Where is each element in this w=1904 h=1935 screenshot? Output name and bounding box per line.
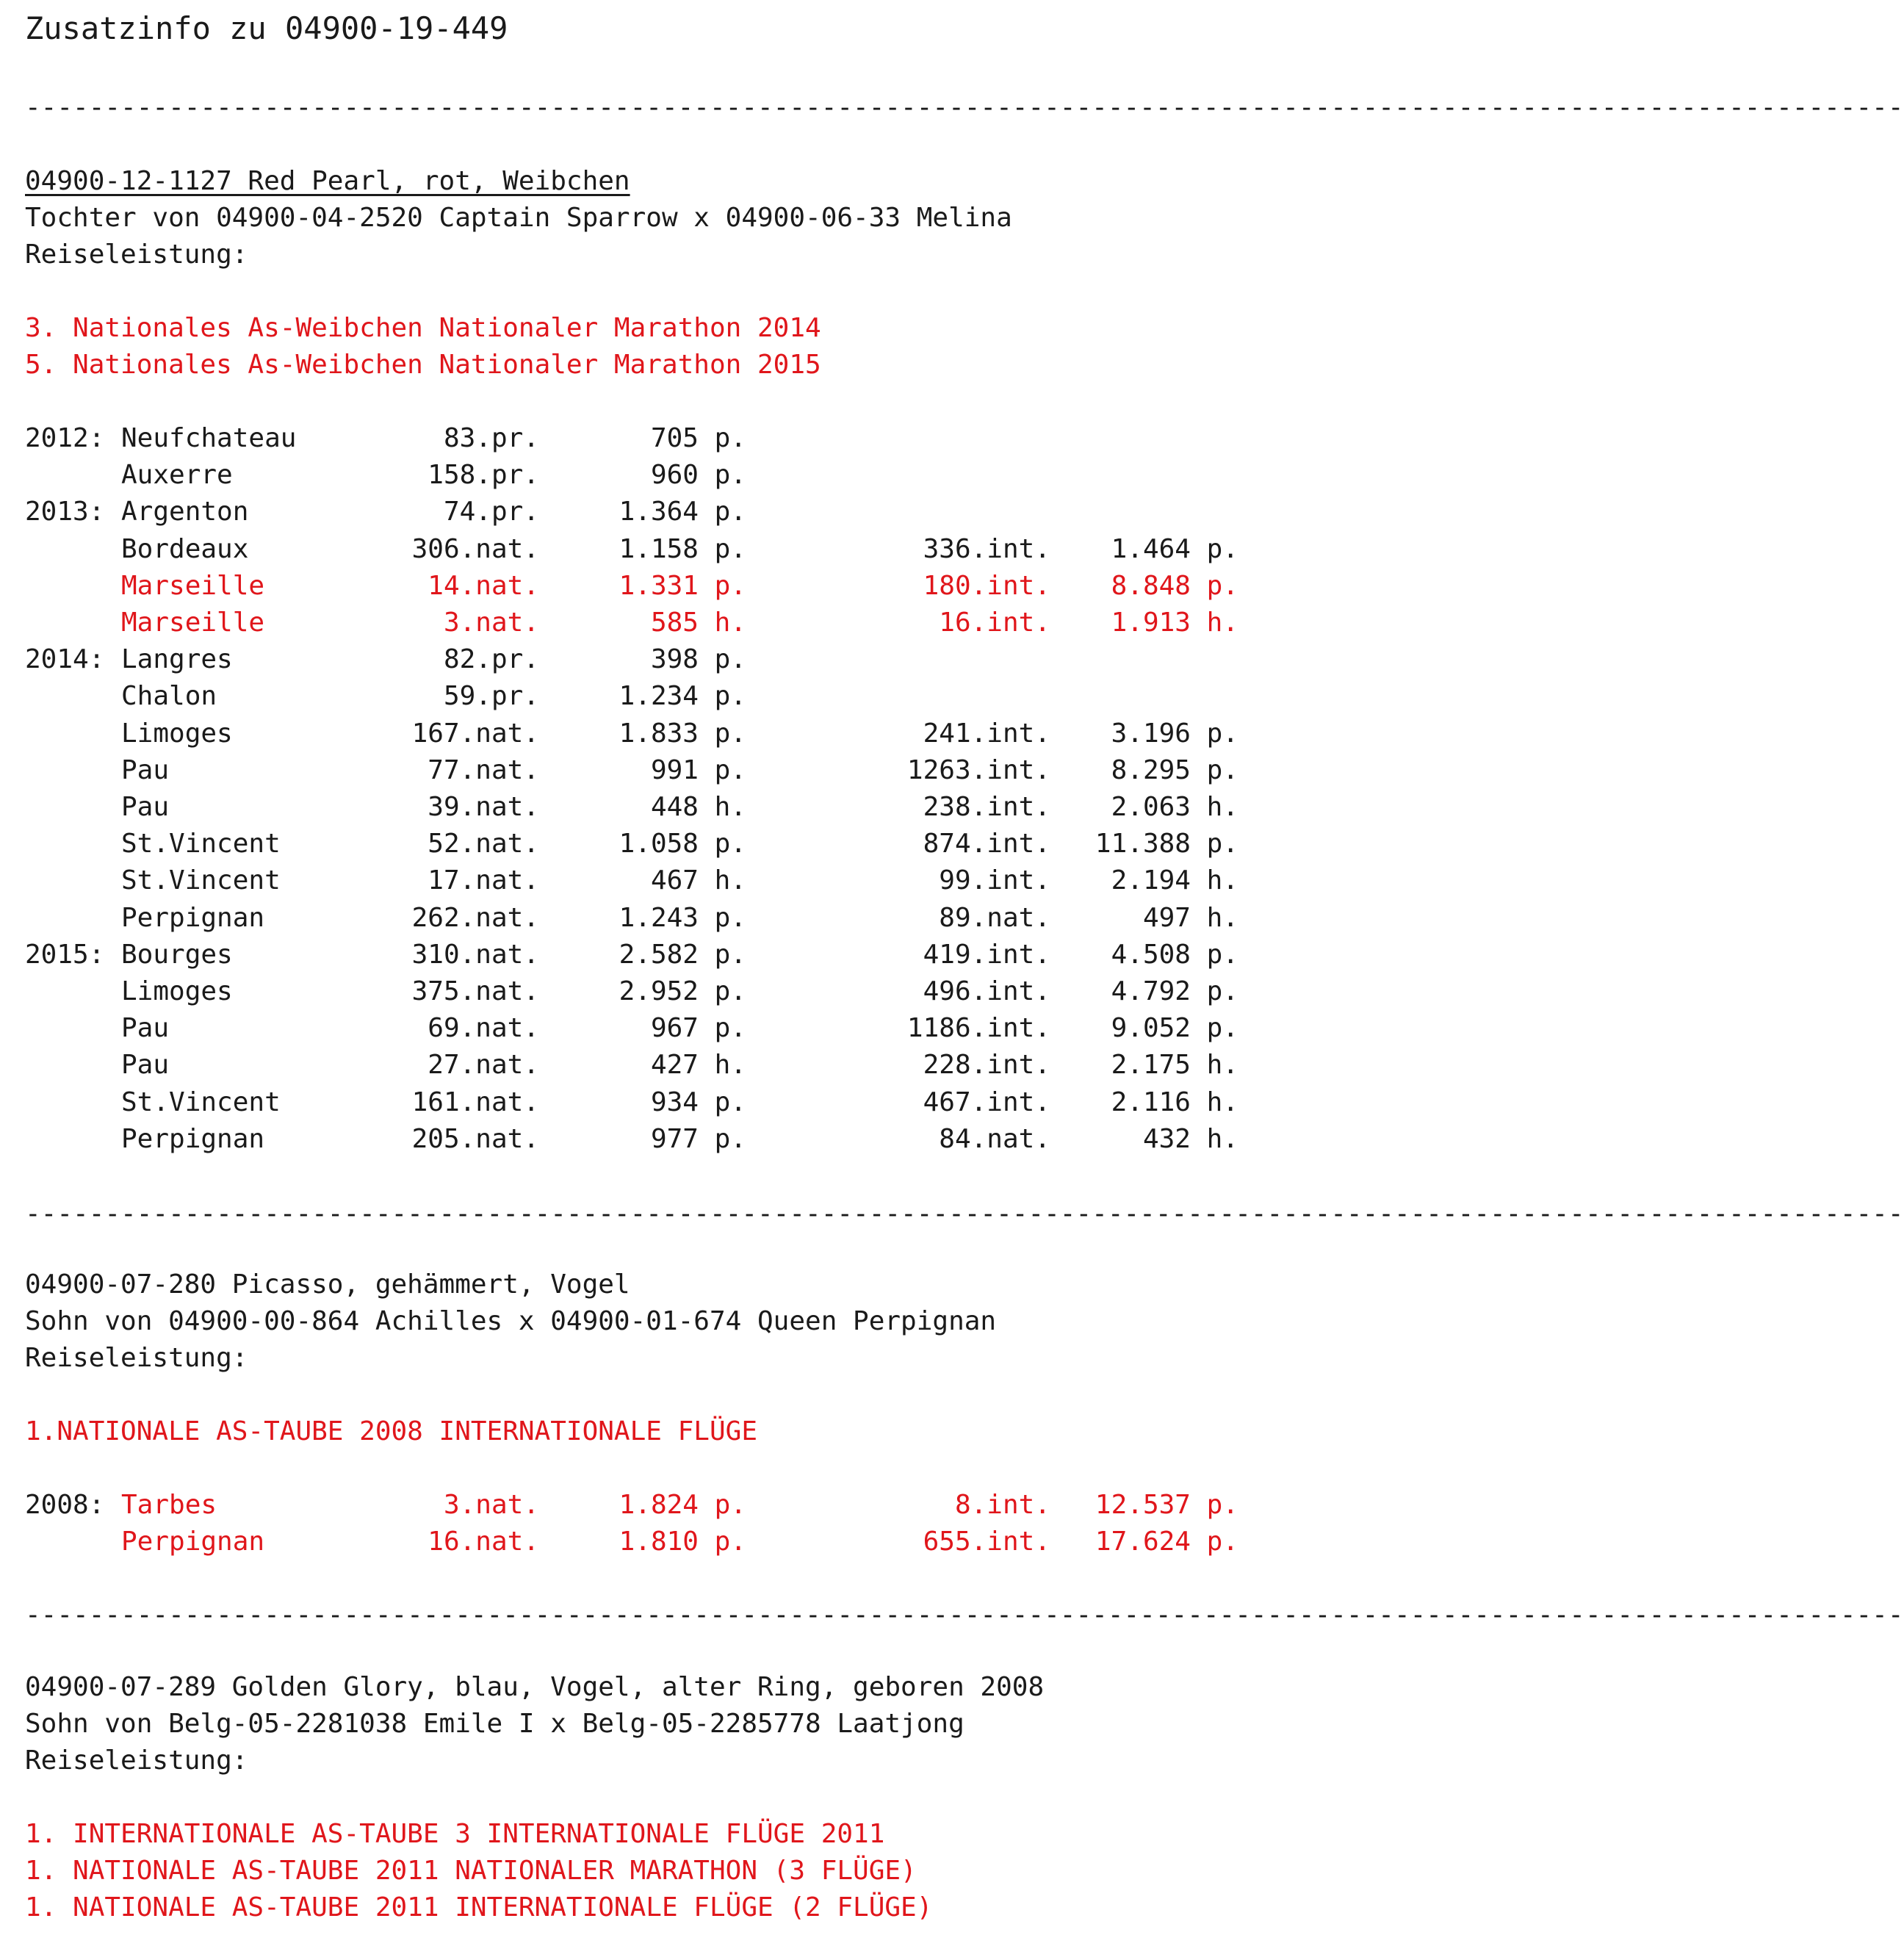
result-points-1: 991 p. [650, 754, 746, 785]
result-points-2: 4.508 p. [1111, 939, 1238, 970]
result-points-1: 1.833 p. [619, 718, 746, 749]
result-rank-2: 336.int. [923, 533, 1050, 564]
bird-3-parents: Sohn von Belg-05-2281038 Emile I x Belg-05-2285778 Laatjong [25, 1709, 964, 1739]
result-row [25, 862, 1244, 899]
result-row [25, 1121, 1244, 1158]
result-place: Pau [121, 792, 170, 822]
result-place: Perpignan [121, 902, 265, 933]
result-points-1: 1.824 p. [619, 1490, 746, 1520]
result-place: Limoges [121, 976, 233, 1006]
result-rank-2: 180.int. [923, 570, 1050, 601]
result-rank-1: 16.nat. [428, 1527, 539, 1557]
result-place: Marseille [121, 570, 265, 601]
result-row [25, 752, 1244, 789]
result-points-2: 1.464 p. [1111, 533, 1238, 564]
result-place: St.Vincent [121, 829, 281, 860]
result-year: 2015: [25, 939, 105, 970]
result-row [25, 531, 1244, 568]
result-place: Marseille [121, 608, 265, 638]
result-row [25, 420, 1244, 457]
result-rank-2: 467.int. [923, 1087, 1050, 1117]
result-rank-1: 3.nat. [443, 608, 539, 638]
bird-3-header: 04900-07-289 Golden Glory, blau, Vogel, alter Ring, geboren 2008 [25, 1672, 1045, 1702]
result-rank-1: 306.nat. [411, 533, 539, 564]
result-row [25, 641, 1244, 678]
result-place: Neufchateau [121, 423, 297, 453]
separator-line: ---------------------------------------------------------------------------------------------------------------------- [25, 1600, 1904, 1630]
result-place: Chalon [121, 681, 217, 712]
result-row [25, 605, 1244, 641]
result-points-1: 467 h. [650, 865, 746, 896]
result-place: Pau [121, 1050, 170, 1081]
bird-3-achievement: 1. NATIONALE AS-TAUBE 2011 INTERNATIONALE FLÜGE (2 FLÜGE) [25, 1892, 933, 1923]
result-row [25, 1524, 1244, 1560]
result-rank-2: 99.int. [939, 865, 1050, 896]
result-row [25, 568, 1244, 605]
result-rank-2: 228.int. [923, 1050, 1050, 1081]
page-title: Zusatzinfo zu 04900-19-449 [25, 10, 508, 46]
result-points-1: 705 p. [650, 423, 746, 453]
result-place: Bourges [121, 939, 233, 970]
result-rank-1: 82.pr. [443, 644, 539, 675]
result-place: Argenton [121, 497, 249, 527]
result-points-1: 977 p. [650, 1123, 746, 1154]
result-points-1: 427 h. [650, 1050, 746, 1081]
result-points-2: 2.063 h. [1111, 792, 1238, 822]
result-points-2: 11.388 p. [1095, 829, 1238, 860]
result-points-2: 12.537 p. [1095, 1490, 1238, 1520]
result-rank-1: 14.nat. [428, 570, 539, 601]
result-row [25, 973, 1244, 1010]
result-points-2: 2.116 h. [1111, 1087, 1238, 1117]
result-rank-1: 262.nat. [411, 902, 539, 933]
result-rank-1: 310.nat. [411, 939, 539, 970]
result-points-1: 1.058 p. [619, 829, 746, 860]
result-place: Langres [121, 644, 233, 675]
result-rank-1: 375.nat. [411, 976, 539, 1006]
result-place: Bordeaux [121, 533, 249, 564]
result-points-1: 585 h. [650, 608, 746, 638]
bird-3-achievement: 1. NATIONALE AS-TAUBE 2011 NATIONALER MARATHON (3 FLÜGE) [25, 1856, 917, 1886]
result-row [25, 494, 1244, 530]
result-row [25, 678, 1244, 715]
result-points-2: 4.792 p. [1111, 976, 1238, 1006]
result-place: Pau [121, 1013, 170, 1044]
result-points-2: 2.194 h. [1111, 865, 1238, 896]
result-rank-1: 3.nat. [443, 1490, 539, 1520]
result-rank-2: 655.int. [923, 1527, 1050, 1557]
result-row [25, 900, 1244, 937]
result-points-1: 1.331 p. [619, 570, 746, 601]
result-rank-1: 161.nat. [411, 1087, 539, 1117]
result-rank-1: 205.nat. [411, 1123, 539, 1154]
result-points-2: 8.295 p. [1111, 754, 1238, 785]
result-points-1: 398 p. [650, 644, 746, 675]
result-place: St.Vincent [121, 865, 281, 896]
result-year: 2014: [25, 644, 105, 675]
separator-line: ---------------------------------------------------------------------------------------------------------------------- [25, 93, 1904, 123]
result-points-1: 934 p. [650, 1087, 746, 1117]
bird-1-achievement: 3. Nationales As-Weibchen Nationaler Marathon 2014 [25, 313, 821, 343]
bird-2-performance-label: Reiseleistung: [25, 1343, 248, 1373]
result-place: Tarbes [121, 1490, 217, 1520]
result-rank-2: 84.nat. [939, 1123, 1050, 1154]
result-rank-1: 167.nat. [411, 718, 539, 749]
result-points-1: 1.243 p. [619, 902, 746, 933]
result-rank-1: 17.nat. [428, 865, 539, 896]
result-place: Limoges [121, 718, 233, 749]
result-year: 2012: [25, 423, 105, 453]
result-row [25, 789, 1244, 826]
result-rank-2: 1186.int. [906, 1013, 1050, 1044]
result-year: 2008: [25, 1490, 105, 1520]
bird-2-parents: Sohn von 04900-00-864 Achilles x 04900-01-674 Queen Perpignan [25, 1306, 997, 1336]
bird-2-header: 04900-07-280 Picasso, gehämmert, Vogel [25, 1269, 630, 1300]
result-rank-1: 83.pr. [443, 423, 539, 453]
result-points-1: 1.234 p. [619, 681, 746, 712]
result-row [25, 1047, 1244, 1084]
bird-2-achievement: 1.NATIONALE AS-TAUBE 2008 INTERNATIONALE FLÜGE [25, 1416, 757, 1446]
result-points-2: 3.196 p. [1111, 718, 1238, 749]
result-row [25, 1010, 1244, 1047]
result-place: Perpignan [121, 1527, 265, 1557]
result-points-1: 1.158 p. [619, 533, 746, 564]
result-place: Perpignan [121, 1123, 265, 1154]
result-place: Auxerre [121, 460, 233, 491]
result-rank-2: 238.int. [923, 792, 1050, 822]
result-points-2: 17.624 p. [1095, 1527, 1238, 1557]
result-rank-1: 69.nat. [428, 1013, 539, 1044]
result-rank-2: 89.nat. [939, 902, 1050, 933]
result-points-1: 2.582 p. [619, 939, 746, 970]
result-points-1: 1.364 p. [619, 497, 746, 527]
result-row [25, 457, 1244, 494]
result-rank-2: 419.int. [923, 939, 1050, 970]
bird-3-performance-label: Reiseleistung: [25, 1745, 248, 1776]
result-points-1: 2.952 p. [619, 976, 746, 1006]
result-rank-1: 77.nat. [428, 754, 539, 785]
result-points-2: 497 h. [1142, 902, 1238, 933]
result-rank-1: 158.pr. [428, 460, 539, 491]
bird-1-header: 04900-12-1127 Red Pearl, rot, Weibchen [25, 166, 630, 196]
result-points-2: 1.913 h. [1111, 608, 1238, 638]
result-points-1: 967 p. [650, 1013, 746, 1044]
result-points-2: 9.052 p. [1111, 1013, 1238, 1044]
result-rank-2: 16.int. [939, 608, 1050, 638]
result-year: 2013: [25, 497, 105, 527]
result-rank-1: 59.pr. [443, 681, 539, 712]
result-row [25, 716, 1244, 752]
result-rank-2: 1263.int. [906, 754, 1050, 785]
result-row [25, 1084, 1244, 1121]
result-rank-1: 52.nat. [428, 829, 539, 860]
result-row [25, 937, 1244, 973]
result-rank-1: 39.nat. [428, 792, 539, 822]
result-rank-1: 74.pr. [443, 497, 539, 527]
result-rank-2: 241.int. [923, 718, 1050, 749]
result-points-1: 448 h. [650, 792, 746, 822]
result-points-2: 8.848 p. [1111, 570, 1238, 601]
result-row [25, 1487, 1244, 1524]
bird-1-parents: Tochter von 04900-04-2520 Captain Sparrow x 04900-06-33 Melina [25, 203, 1012, 233]
separator-line: ---------------------------------------------------------------------------------------------------------------------- [25, 1199, 1904, 1229]
result-place: St.Vincent [121, 1087, 281, 1117]
result-row [25, 826, 1244, 862]
result-points-2: 2.175 h. [1111, 1050, 1238, 1081]
bird-1-achievement: 5. Nationales As-Weibchen Nationaler Marathon 2015 [25, 350, 821, 380]
result-points-2: 432 h. [1142, 1123, 1238, 1154]
bird-1-performance-label: Reiseleistung: [25, 239, 248, 270]
result-points-1: 960 p. [650, 460, 746, 491]
result-rank-2: 8.int. [954, 1490, 1050, 1520]
bird-3-achievement: 1. INTERNATIONALE AS-TAUBE 3 INTERNATIONALE FLÜGE 2011 [25, 1819, 885, 1849]
result-points-1: 1.810 p. [619, 1527, 746, 1557]
result-place: Pau [121, 754, 170, 785]
result-rank-2: 496.int. [923, 976, 1050, 1006]
result-rank-2: 874.int. [923, 829, 1050, 860]
result-rank-1: 27.nat. [428, 1050, 539, 1081]
